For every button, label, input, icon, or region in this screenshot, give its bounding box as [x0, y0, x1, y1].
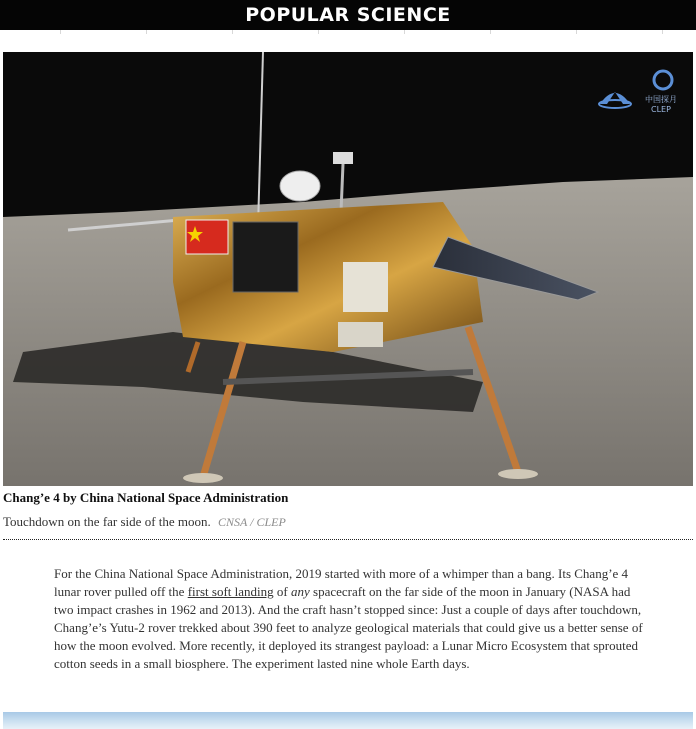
foot-pad-right [498, 469, 538, 479]
divider [3, 539, 693, 540]
caption-subtitle [3, 514, 286, 530]
article-text-2: of [273, 584, 291, 599]
article-text-1: For the China National Space Administration, 2019 started with more of a whimper than a bang. Its Chang’e 4 lunar rover pulled off the [54, 566, 629, 599]
article-paragraph [54, 565, 644, 673]
lower-panel [338, 322, 383, 347]
instrument-panel [343, 262, 388, 312]
hero-image [3, 52, 693, 486]
site-logo-title[interactable]: POPULAR SCIENCE [245, 4, 451, 26]
lander-photo [3, 52, 693, 486]
clep-logo-en: CLEP [651, 105, 671, 114]
article-text-3: spacecraft on the far side of the moon in January (NASA had two impact crashes in 1962 and 2013). And the craft hasn’t stopped since: Just a couple of days after touchdown, Chang’e’s Yutu-2 rover trekked about 390 feet to analyze geological materials that could give us a better sense of how the moon evolved. More recently, it deployed its strangest payload: a Lunar Micro Ecosystem that sprouted cotton seeds in a small biosphere. The experiment lasted nine whole Earth days. [54, 584, 643, 671]
masthead [0, 0, 696, 30]
radiator-panel [233, 222, 298, 292]
antenna-dish [280, 171, 320, 201]
article-emphasis: any [290, 584, 310, 599]
clep-logo-cn: 中国探月 [645, 95, 677, 104]
first-soft-landing-link[interactable]: first soft landing [187, 584, 274, 599]
photo-credit: CNSA / CLEP [218, 515, 286, 529]
caption-title: Chang’e 4 by China National Space Administration [3, 490, 289, 505]
foot-pad-left [183, 473, 223, 483]
camera-head [333, 152, 353, 164]
caption-text: Touchdown on the far side of the moon. [3, 514, 211, 529]
next-article-image [3, 712, 693, 729]
camera-mast [341, 164, 343, 212]
nav-strip [0, 30, 696, 34]
